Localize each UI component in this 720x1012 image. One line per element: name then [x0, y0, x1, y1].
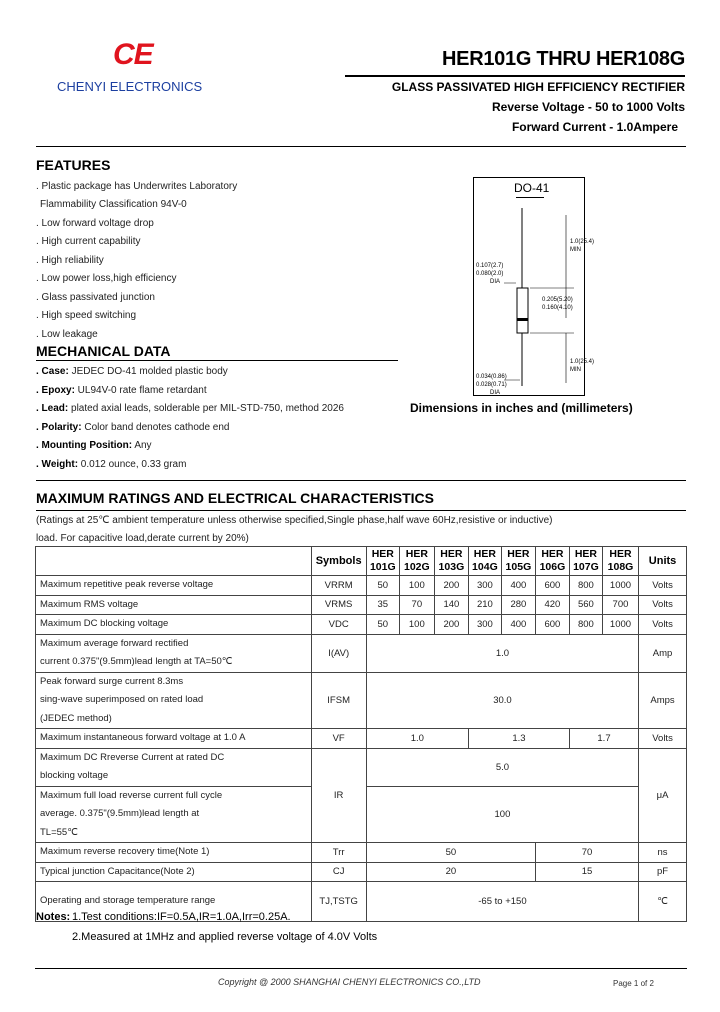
table-row-ir-25 [36, 748, 687, 786]
ratings-note: load. For capacitive load,derate current by 20%) [36, 533, 249, 544]
row-value: 280 [501, 595, 535, 615]
table-row-vdc [36, 615, 687, 635]
mech-label: . Weight: [36, 459, 79, 470]
row-value: 400 [501, 615, 535, 635]
row-value: 420 [535, 595, 569, 615]
row-unit: pF [639, 862, 687, 882]
row-value: 300 [468, 615, 501, 635]
header-part-104g: HER 104G [468, 547, 501, 576]
table-header-row [36, 547, 687, 576]
row-unit: Amps [639, 672, 687, 729]
company-logo: CE [113, 38, 153, 71]
row-desc: Peak forward surge current 8.3ms sing-wave superimposed on rated load (JEDEC method) [36, 672, 312, 729]
row-value: 5.0 [366, 748, 638, 786]
row-value: 50 [366, 843, 535, 863]
mech-item-epoxy [36, 385, 207, 396]
table-row-vrrm [36, 576, 687, 596]
row-unit: Volts [639, 576, 687, 596]
row-value: 50 [366, 576, 399, 596]
row-value: 600 [535, 615, 569, 635]
row-value: 30.0 [366, 672, 638, 729]
header-part-102g: HER 102G [399, 547, 434, 576]
mech-value: Color band denotes cathode end [81, 422, 230, 433]
row-symbol: Trr [311, 843, 366, 863]
row-symbol: VRMS [311, 595, 366, 615]
table-row-vrms [36, 595, 687, 615]
row-value: 35 [366, 595, 399, 615]
mech-item-weight [36, 459, 186, 470]
document-title: HER101G THRU HER108G [442, 48, 685, 70]
row-desc: Maximum DC Rreverse Current at rated DC blocking voltage [36, 748, 312, 786]
table-row-vf [36, 729, 687, 749]
row-value: 600 [535, 576, 569, 596]
dim-lead-bottom: 1.0(25.4) MIN [570, 359, 595, 373]
copyright: Copyright @ 2000 SHANGHAI CHENYI ELECTRONICS CO.,LTD [218, 977, 481, 987]
divider [36, 510, 686, 511]
row-desc: Maximum instantaneous forward voltage at 1.0 A [36, 729, 312, 749]
row-unit: Amp [639, 634, 687, 672]
ratings-table [35, 546, 687, 922]
mech-value: JEDEC DO-41 molded plastic body [68, 366, 228, 377]
title-rule [345, 75, 685, 77]
footer-rule [35, 968, 687, 969]
dim-lead-dia: 0.034(0.86) 0.028(0.71) DIA [476, 374, 507, 396]
note-1: 1.Test conditions:IF=0.5A,IR=1.0A,Irr=0.25A. [72, 911, 291, 923]
row-value: 800 [569, 576, 602, 596]
row-value: 1.7 [569, 729, 638, 749]
row-value: 1.3 [468, 729, 569, 749]
row-value: 20 [366, 862, 535, 882]
row-value: 100 [366, 786, 638, 843]
table-row-ifsm [36, 672, 687, 729]
row-symbol: CJ [311, 862, 366, 882]
feature-item: . Plastic package has Underwrites Laboratory [36, 181, 238, 192]
mech-item-mounting [36, 440, 152, 451]
header-part-101g: HER 101G [366, 547, 399, 576]
mech-label: . Polarity: [36, 422, 82, 433]
dim-lead-top: 1.0(25.4) MIN [570, 239, 595, 253]
reverse-voltage-spec: Reverse Voltage - 50 to 1000 Volts [492, 100, 685, 114]
page-number: Page 1 of 2 [613, 979, 654, 988]
row-desc: Operating and storage temperature range [36, 882, 312, 922]
row-value: -65 to +150 [366, 882, 638, 922]
note-2: 2.Measured at 1MHz and applied reverse voltage of 4.0V Volts [72, 931, 378, 943]
row-desc: Maximum RMS voltage [36, 595, 312, 615]
feature-item: . Low forward voltage drop [36, 218, 154, 229]
mech-label: . Epoxy: [36, 385, 75, 396]
product-subtitle: GLASS PASSIVATED HIGH EFFICIENCY RECTIFIER [391, 80, 685, 94]
ratings-note: (Ratings at 25℃ ambient temperature unless otherwise specified,Single phase,half wave 60Hz,resistive or inductive) [36, 515, 553, 526]
mech-item-polarity [36, 422, 229, 433]
row-value: 1.0 [366, 729, 468, 749]
dim-body-length: 0.205(5.20) 0.160(4.10) [542, 297, 573, 311]
row-desc: Maximum DC blocking voltage [36, 615, 312, 635]
row-unit: Volts [639, 615, 687, 635]
feature-item: . High current capability [36, 236, 141, 247]
row-value: 1000 [602, 615, 638, 635]
row-symbol: VRRM [311, 576, 366, 596]
row-desc: Maximum reverse recovery time(Note 1) [36, 843, 312, 863]
row-symbol: VF [311, 729, 366, 749]
row-value: 210 [468, 595, 501, 615]
mech-label: . Mounting Position: [36, 440, 133, 451]
row-desc: Typical junction Capacitance(Note 2) [36, 862, 312, 882]
row-value: 300 [468, 576, 501, 596]
row-unit: Volts [639, 595, 687, 615]
do41-outline-drawing [474, 178, 584, 395]
row-symbol: VDC [311, 615, 366, 635]
table-row-cj [36, 862, 687, 882]
company-name: CHENYI ELECTRONICS [57, 79, 203, 94]
row-desc: Maximum full load reverse current full cycle average. 0.375"(9.5mm)lead length at TL=55℃ [36, 786, 312, 843]
header-part-106g: HER 106G [535, 547, 569, 576]
row-value: 700 [602, 595, 638, 615]
header-blank-cell [36, 547, 312, 576]
row-value: 140 [434, 595, 468, 615]
dim-body-dia: 0.107(2.7) 0.080(2.0) DIA [476, 263, 504, 285]
forward-current-spec: Forward Current - 1.0Ampere [511, 120, 678, 134]
row-symbol: TJ,TSTG [311, 882, 366, 922]
row-unit: ℃ [639, 882, 687, 922]
feature-item: . Glass passivated junction [36, 292, 155, 303]
header-symbols: Symbols [311, 547, 366, 576]
mech-label: . Lead: [36, 403, 69, 414]
feature-item: Flammability Classification 94V-0 [40, 199, 187, 210]
row-value: 50 [366, 615, 399, 635]
notes-heading: Notes: [36, 911, 71, 923]
row-value: 400 [501, 576, 535, 596]
row-symbol: I(AV) [311, 634, 366, 672]
mech-value: Any [132, 440, 152, 451]
row-value: 1.0 [366, 634, 638, 672]
row-value: 100 [399, 576, 434, 596]
header-part-108g: HER 108G [602, 547, 638, 576]
row-value: 200 [434, 615, 468, 635]
mech-value: 0.012 ounce, 0.33 gram [78, 459, 187, 470]
table-row-trr [36, 843, 687, 863]
mech-label: . Case: [36, 366, 69, 377]
row-value: 1000 [602, 576, 638, 596]
row-symbol: IR [311, 748, 366, 843]
row-symbol: IFSM [311, 672, 366, 729]
row-value: 100 [399, 615, 434, 635]
divider [36, 480, 686, 481]
divider [36, 146, 686, 147]
feature-item: . Low leakage [36, 329, 98, 340]
row-unit: Volts [639, 729, 687, 749]
header-part-107g: HER 107G [569, 547, 602, 576]
header-part-105g: HER 105G [501, 547, 535, 576]
mech-item-case [36, 366, 228, 377]
features-heading: FEATURES [36, 157, 111, 173]
mech-item-lead [36, 403, 344, 414]
feature-item: . High speed switching [36, 310, 137, 321]
package-label: DO-41 [514, 181, 550, 195]
mechanical-heading: MECHANICAL DATA [36, 343, 171, 359]
row-desc: Maximum repetitive peak reverse voltage [36, 576, 312, 596]
table-row-iav [36, 634, 687, 672]
feature-item: . Low power loss,high efficiency [36, 273, 177, 284]
row-value: 560 [569, 595, 602, 615]
row-unit: ns [639, 843, 687, 863]
row-value: 800 [569, 615, 602, 635]
diagram-caption: Dimensions in inches and (millimeters) [410, 401, 633, 415]
row-desc: Maximum average forward rectified current 0.375"(9.5mm)lead length at TA=50℃ [36, 634, 312, 672]
package-label-rule [516, 197, 544, 198]
ratings-heading: MAXIMUM RATINGS AND ELECTRICAL CHARACTERISTICS [36, 490, 434, 506]
row-value: 15 [535, 862, 638, 882]
feature-item: . High reliability [36, 255, 104, 266]
row-value: 200 [434, 576, 468, 596]
divider [36, 360, 398, 361]
header-units: Units [639, 547, 687, 576]
package-diagram [473, 177, 595, 396]
mech-value: plated axial leads, solderable per MIL-STD-750, method 2026 [68, 403, 344, 414]
row-unit: μA [639, 748, 687, 843]
mech-value: UL94V-0 rate flame retardant [74, 385, 207, 396]
header-part-103g: HER 103G [434, 547, 468, 576]
row-value: 70 [535, 843, 638, 863]
row-value: 70 [399, 595, 434, 615]
